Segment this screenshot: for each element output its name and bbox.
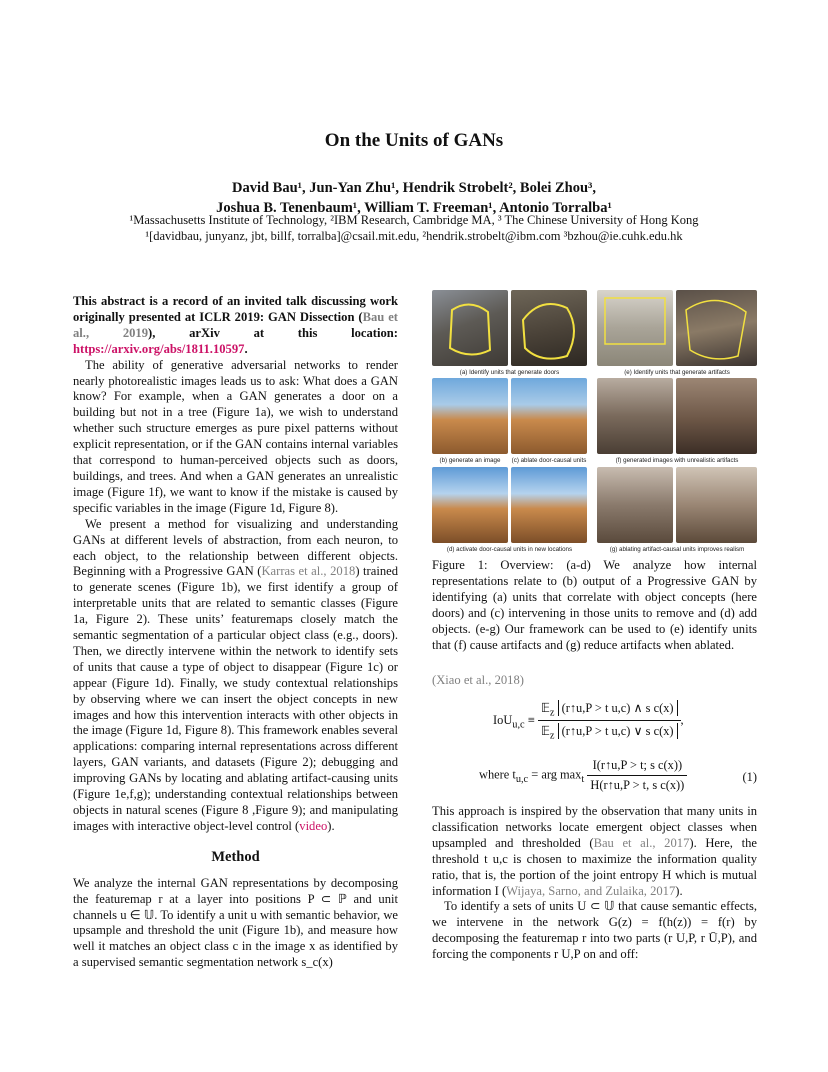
- improved-image-1: [597, 467, 673, 543]
- argmax-text: = arg max: [531, 767, 582, 782]
- artifact-image-2: [676, 378, 757, 454]
- expectation-sub: z: [549, 730, 555, 742]
- iou-fraction: [538, 700, 681, 742]
- equation-number: (1): [742, 770, 757, 784]
- artifact-outline-icon: [597, 290, 673, 366]
- artifact-outline-icon: [676, 290, 757, 366]
- authors-line-2: Joshua B. Tenenbaum¹, William T. Freeman¹, Antonio Torralba¹: [216, 200, 612, 216]
- citation-line: [432, 673, 757, 689]
- method-paragraph-2: [432, 804, 757, 899]
- email-line: ¹[davidbau, junyanz, jbt, billf, torralba]@csail.mit.edu, ²hendrik.strobelt@ibm.com ³bzhou@ie.cuhk.edu.hk: [145, 229, 683, 243]
- abstract-note: This abstract is a record of an invited talk discussing work originally presented at ICLR 2019: GAN Dissection (Bau et al., 2019), arXiv at this location: https://arxiv.org/abs/1811.10597.: [73, 294, 398, 356]
- iqr-fraction: [587, 758, 687, 793]
- subcaption-c: (c) ablate door-causal units: [511, 457, 587, 464]
- section-heading-method: Method: [211, 848, 260, 865]
- subcaption-b: (b) generate an image: [439, 457, 501, 464]
- iou-equation: IoU$_{u,c}$ ≡ $\frac{𝔼_z (r↑u,P > t u,c) \wedge s c(x)}{𝔼_z (r↑u,P > t u,c) \vee s c(x)}$ ,: [493, 701, 684, 742]
- artifact-units-image-1: [597, 290, 673, 366]
- abstract-text: This abstract is a record of an invited talk discussing work originally presented at ICLR 2019: GAN Dissection (: [73, 294, 398, 324]
- citation-link[interactable]: Wijaya, Sarno, and Zulaika, 2017: [506, 883, 676, 898]
- authors-line-1: David Bau¹, Jun-Yan Zhu¹, Hendrik Strobelt², Bolei Zhou³,: [231, 180, 596, 196]
- video-link[interactable]: video: [299, 818, 328, 833]
- artifact-image-1: [597, 378, 673, 454]
- subcaption-e: (e) Identify units that generate artifacts: [624, 369, 730, 376]
- subcaption-a: (a) Identify units that generate doors: [459, 369, 560, 376]
- door-outline-icon: [511, 290, 587, 366]
- intervention-paragraph: To identify a sets of units U ⊂ 𝕌 that cause semantic effects, we intervene in the network G(z) = f(h(z)) = f(r) by decomposing the featuremap r into two parts (r U,P, r Ū,P), and forcing the components r U,P on and off:: [432, 899, 757, 962]
- affiliations: [0, 212, 828, 244]
- paragraph-text: We present a method for visualizing and understanding GANs at different levels of abstraction, from each neuron, to each object, to the relationship between different objects. Beginning with a Progressive GAN (: [73, 516, 398, 579]
- door-units-image-1: [432, 290, 508, 366]
- figure-1: [432, 290, 757, 552]
- door-units-image-2: [511, 290, 587, 366]
- iou-symbol: IoU: [493, 712, 513, 727]
- expectation-symbol: 𝔼: [540, 724, 550, 739]
- citation-link[interactable]: (Xiao et al., 2018): [432, 673, 524, 687]
- where-sub: u,c: [515, 773, 529, 785]
- method-paragraph: We analyze the internal GAN representations by decomposing the featuremap r at a layer into positions P ⊂ ℙ and unit channels u ∈ 𝕌. To identify a unit u with semantic behavior, we upsample and threshold the unit (Figure 1b), and measure how well it matches an object class c in the image x as identified by a supervised semantic segmentation network s_c(x): [73, 875, 398, 970]
- ablated-door-image: [511, 378, 587, 454]
- citation-link[interactable]: Karras et al., 2018: [261, 564, 356, 579]
- paper-title: On the Units of GANs: [324, 130, 504, 151]
- affiliation-line: ¹Massachusetts Institute of Technology, ²IBM Research, Cambridge MA, ³ The Chinese University of Hong Kong: [129, 213, 699, 227]
- door-outline-icon: [432, 290, 508, 366]
- subcaption-g: (g) ablating artifact-causal units improves realism: [609, 546, 745, 553]
- iou-numerator: (r↑u,P > t u,c) ∧ s c(x): [558, 700, 678, 716]
- iqr-denominator: H(r↑u,P > t, s c(x)): [590, 778, 685, 792]
- citation-link[interactable]: Bau et al., 2019: [73, 309, 398, 340]
- iou-denominator: (r↑u,P > t u,c) ∨ s c(x): [558, 723, 678, 739]
- expectation-symbol: 𝔼: [540, 701, 550, 715]
- iou-subscript: u,c: [512, 719, 525, 731]
- citation-link[interactable]: Bau et al., 2017: [593, 835, 690, 850]
- left-column: [73, 294, 398, 971]
- expectation-sub: z: [549, 707, 555, 719]
- paragraph-text: ). Here, the threshold t u,c is chosen to maximize the information quality ratio, that is, the portion of the joint entropy H which is mutual information I (: [432, 835, 757, 898]
- equiv-symbol: ≡: [527, 712, 535, 727]
- paragraph-text: ).: [327, 818, 335, 833]
- argmax-sub: t: [581, 773, 585, 785]
- paragraph-text: This approach is inspired by the observation that many units in classification networks locate emergent object classes when upsampled and thresholded (: [432, 804, 757, 850]
- method-overview-paragraph: [73, 517, 398, 835]
- intro-paragraph: The ability of generative adversarial networks to render nearly photorealistic images leads us to ask: What does a GAN know? For example, when a GAN generates a door on a building but not in a tree (Figure 1a), we wish to understand whether such structure emerges as pure pixel patterns without explicit representation, or if the GAN contains internal variables that correspond to human-perceived objects such as doors, buildings, and trees. And when a GAN generates an unrealistic image (Figure 1f), we want to know if the mistake is caused by specific variables in the image (Figure 1d, Figure 8).: [73, 357, 398, 515]
- figure-caption: Figure 1: Overview: (a-d) We analyze how internal representations relate to (b) output of a Progressive GAN by identifying (a) units that correlate with object concepts (here doors) and (c) intervening in those units to remove and (d) add objects. (e-g) Our framework can be used to (e) identify units that (f) cause artifacts and (g) reduce artifacts when ablated.: [432, 558, 757, 652]
- door-activated-image-2: [511, 467, 587, 543]
- paragraph-text: ).: [675, 883, 683, 898]
- subcaption-d: (d) activate door-causal units in new locations: [446, 546, 573, 553]
- right-column-text: [432, 804, 757, 963]
- abstract-text-2: ), arXiv at this location:: [148, 325, 398, 340]
- iqr-numerator: I(r↑u,P > t; s c(x)): [587, 758, 687, 776]
- artifact-units-image-2: [676, 290, 757, 366]
- generated-church-image: [432, 378, 508, 454]
- subcaption-f: (f) generated images with unrealistic artifacts: [615, 457, 739, 464]
- threshold-equation: [479, 758, 757, 793]
- door-activated-image-1: [432, 467, 508, 543]
- improved-image-2: [676, 467, 757, 543]
- where-text: where t: [479, 767, 516, 782]
- arxiv-link[interactable]: https://arxiv.org/abs/1811.10597: [73, 341, 245, 356]
- paragraph-text: ) trained to generate scenes (Figure 1b), we first identify a group of interpretable units that are related to semantic classes (Figure 1a, Figure 2). These units’ featuremaps closely match the semantic segmentation of a particular object class (e.g., doors). Then, we directly intervene within the network to identify sets of units that cause a type of object to disappear (Figure 1c) or appear (Figure 1d). Finally, we study contextual relationships by observing where we can insert the object concepts in new images and how this intervention interacts with other objects in the image (Figure 1d, Figure 8). This framework enables several applications: comparing internal representations across different layers, GAN variants, and datasets (Figure 2); debugging and improving GANs by locating and ablating artifact-causing units (Figure 1e,f,g); understanding contextual relationships between objects in natural scenes (Figure 8 ,Figure 9); and manipulating images with interactive object-level control (: [73, 564, 399, 833]
